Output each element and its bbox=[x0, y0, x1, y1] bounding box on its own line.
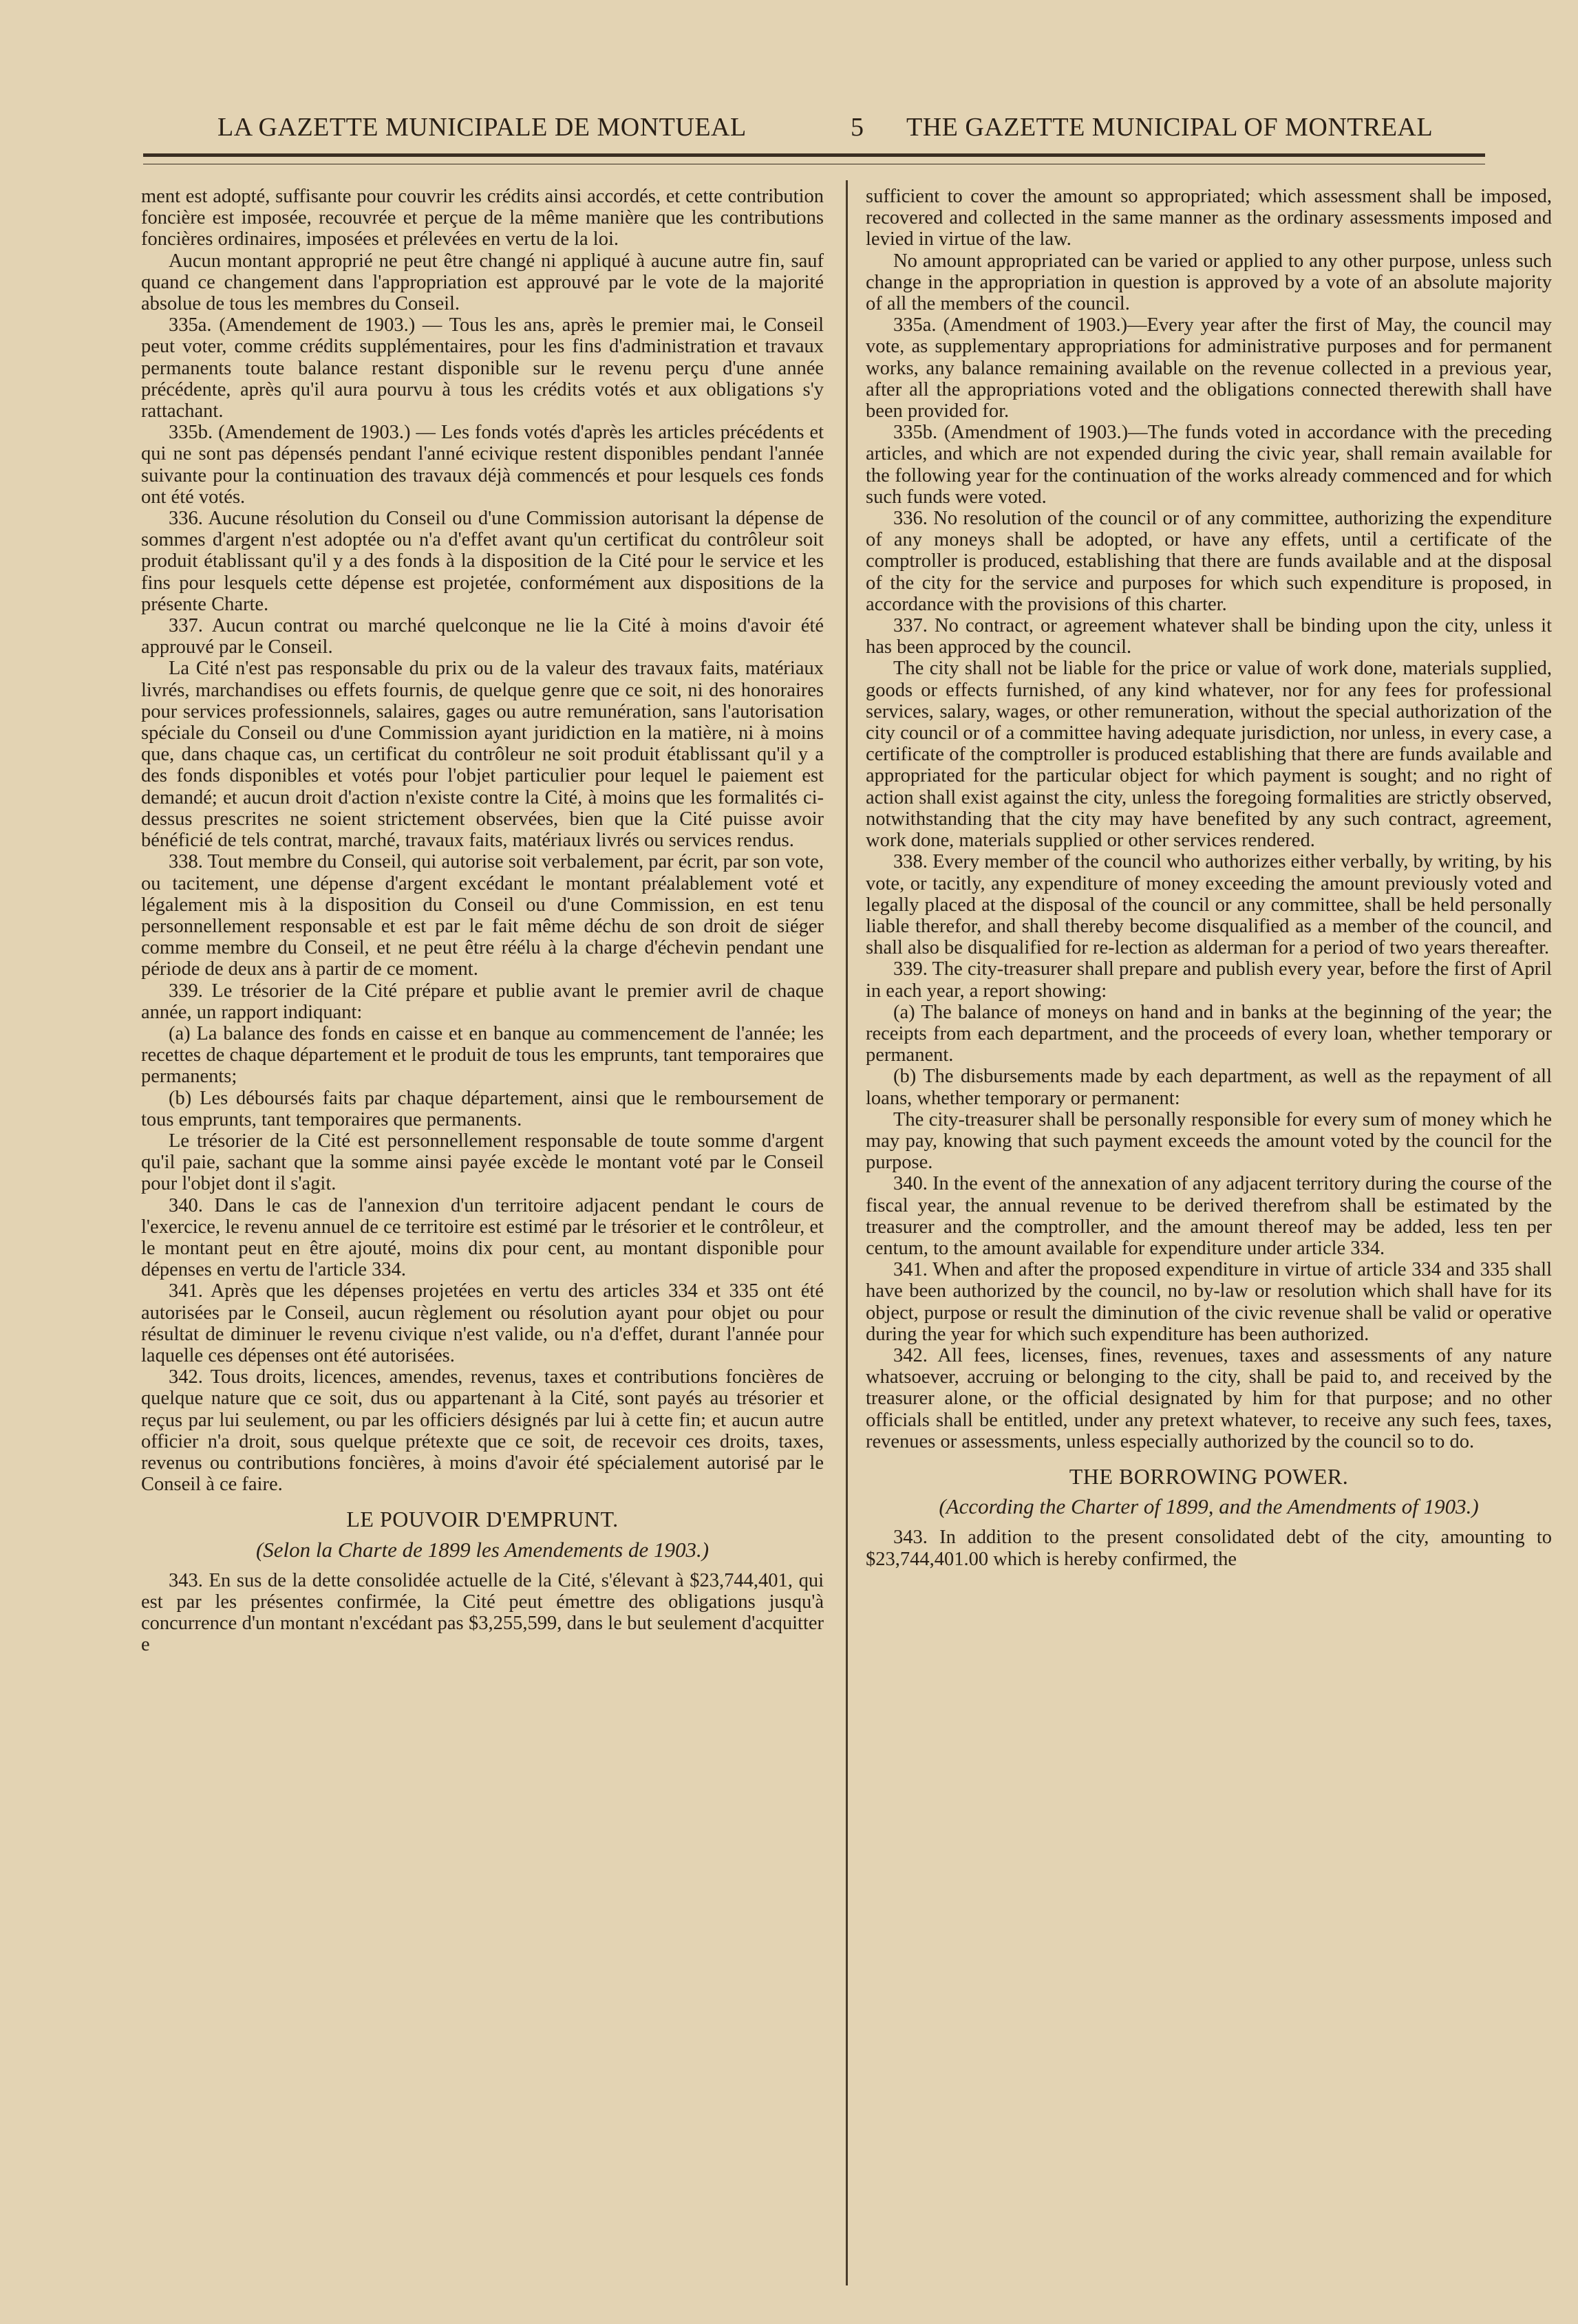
paragraph: 343. En sus de la dette consolidée actuelle de la Cité, s'élevant à $23,744,401, qui est par les présentes confirmée, la Cité peut émettre des obligations jusqu'à concurrence d'un montant n'excédant pas $3,255,599, dans le but seulement d'acquitter e bbox=[141, 1569, 824, 1656]
paragraph: 340. In the event of the annexation of any adjacent territory during the course of the fiscal year, the annual revenue to be derived therefrom shall be estimated by the treasurer and the comptroller, and the amount thereof may be added, less ten per centum, to the amount available for expenditure under article 334. bbox=[866, 1173, 1552, 1259]
paragraph: sufficient to cover the amount so appropriated; which assessment shall be imposed, recovered and collected in the same manner as the ordinary assessments imposed and levied in virtue of the law. bbox=[866, 186, 1552, 250]
header-rule-thick bbox=[143, 153, 1485, 157]
paragraph: No amount appropriated can be varied or applied to any other purpose, unless such change in the appropriation in question is approved by a vote of an absolute majority of all the members of the council. bbox=[866, 250, 1552, 315]
paragraph: 341. When and after the proposed expenditure in virtue of article 334 and 335 shall have been authorized by the council, no by-law or resolution which shall have for its object, purpose or result the diminution of the civic revenue shall be valid or operative during the year for which such expenditure has been authorized. bbox=[866, 1259, 1552, 1345]
paragraph: 343. In addition to the present consolidated debt of the city, amounting to $23,744,401.00 which is hereby confirmed, the bbox=[866, 1527, 1552, 1570]
paragraph: 335a. (Amendment of 1903.)—Every year after the first of May, the council may vote, as supplementary appropriations for administrative purposes and for permanent works, any balance remaining available on the revenue collected in a previous year, after all the appropriations voted and the obligations connected therewith shall have been provided for. bbox=[866, 314, 1552, 422]
paragraph: Aucun montant approprié ne peut être changé ni appliqué à aucune autre fin, sauf quand ce changement dans l'appropriation est approuvé par le vote de la majorité absolue de tous les membres du Conseil. bbox=[141, 250, 824, 315]
paragraph: (b) Les déboursés faits par chaque département, ainsi que le remboursement de tous emprunts, tant temporaires que permanents. bbox=[141, 1087, 824, 1130]
column-divider bbox=[846, 180, 848, 2285]
paragraph: 336. Aucune résolution du Conseil ou d'une Commission autorisant la dépense de sommes d'argent n'est adoptée ou n'a d'effet avant qu'un certificat du contrôleur soit produit établissant qu'il y a des fonds à la disposition de la Cité pour le service et les fins pour lesquels cette dépense est projetée, conformément aux dispositions de la présente Charte. bbox=[141, 508, 824, 615]
paragraph: 339. The city-treasurer shall prepare and publish every year, before the first of April in each year, a report showing: bbox=[866, 958, 1552, 1002]
section-heading: THE BORROWING POWER. bbox=[1069, 1463, 1349, 1489]
paragraph: (b) The disbursements made by each department, as well as the repayment of all loans, whether temporary or permanent: bbox=[866, 1066, 1552, 1109]
paragraph: (a) La balance des fonds en caisse et en banque au commencement de l'année; les recettes de chaque département et le produit de tous les emprunts, tant temporaires que permanents; bbox=[141, 1022, 824, 1088]
french-column bbox=[141, 186, 824, 1656]
paragraph: ment est adopté, suffisante pour couvrir les crédits ainsi accordés, et cette contribution foncière est imposée, recouvrée et perçue de la même manière que les contributions foncières ordinaires, imposées et prélevées en vertu de la loi. bbox=[141, 186, 824, 250]
paragraph: 335a. (Amendement de 1903.) — Tous les ans, après le premier mai, le Conseil peut voter, comme crédits supplémentaires, pour les fins d'administration et travaux permanents toute balance restant disponible sur le revenu perçu d'une année précédente, après qu'il aura pourvu à tous les crédits votés et aux obligations s'y rattachant. bbox=[141, 314, 824, 422]
paragraph: 341. Après que les dépenses projetées en vertu des articles 334 et 335 ont été autorisées par le Conseil, aucun règlement ou résolution ayant pour objet ou pour résultat de diminuer le revenu civique n'est valide, ou n'a d'effet, durant l'année pour laquelle ces dépenses ont été autorisées. bbox=[141, 1280, 824, 1366]
paragraph: 335b. (Amendment of 1903.)—The funds voted in accordance with the preceding articles, and which are not expended during the civic year, shall remain available for the following year for the continuation of the works already commenced and for which such funds were voted. bbox=[866, 422, 1552, 508]
paragraph: 342. All fees, licenses, fines, revenues, taxes and assessments of any nature whatsoever, accruing or belonging to the city, shall be paid to, and received by the treasurer alone, or the official designated by him for that purpose; and no other officials shall be entitled, under any pretext whatever, to receive any such fees, taxes, revenues or assessments, unless especially authorized by the council so to do. bbox=[866, 1344, 1552, 1452]
page-number: 5 bbox=[851, 113, 864, 142]
paragraph: 338. Tout membre du Conseil, qui autorise soit verbalement, par écrit, par son vote, ou tacitement, une dépense d'argent excédant le montant préalablement voté et légalement mis à la disposition du Conseil ou d'une Commission, en est tenu personnellement responsable et est par le fait même déchu de son droit de siéger comme membre du Conseil, et ne peut être réélu à la charge d'échevin pendant une période de deux ans à partir de ce moment. bbox=[141, 851, 824, 980]
paragraph: Le trésorier de la Cité est personnellement responsable de toute somme d'argent qu'il paie, sachant que la somme ainsi payée excède le montant voté par le Conseil pour l'objet dont il s'agit. bbox=[141, 1130, 824, 1195]
paragraph: 339. Le trésorier de la Cité prépare et publie avant le premier avril de chaque année, un rapport indiquant: bbox=[141, 980, 824, 1023]
paragraph: 338. Every member of the council who authorizes either verbally, by writing, by his vote, or tacitly, any expenditure of money exceeding the amount previously voted and legally placed at the disposal of the council or any committee, shall be held personally liable therefor, and shall thereby become disqualified as a member of the council, and shall also be disqualified for re-lection as alderman for a period of two years thereafter. bbox=[866, 851, 1552, 959]
paragraph: 335b. (Amendement de 1903.) — Les fonds votés d'après les articles précédents et qui ne sont pas dépensés pendant l'anné ecivique restent disponibles pendant l'année suivante pour la continuation des travaux déjà commencés et pour lesquels ces fonds ont été votés. bbox=[141, 422, 824, 508]
paragraph: 337. Aucun contrat ou marché quelconque ne lie la Cité à moins d'avoir été approuvé par le Conseil. bbox=[141, 615, 824, 658]
section-subheading: (Selon la Charte de 1899 les Amendements de 1903.) bbox=[255, 1537, 710, 1562]
page-header bbox=[138, 107, 1486, 155]
paragraph: The city shall not be liable for the price or value of work done, materials supplied, goods or effects furnished, of any kind whatever, nor for any fees for professional services, salary, wages, or other remuneration, without the special authorization of the city council or of a committee having adequate jurisdiction, nor unless, in every case, a certificate of the comptroller is produced establishing that there are funds available and appropriated for the particular object for which payment is sought; and no right of action shall exist against the city, unless the foregoing formalities are strictly observed, notwithstanding that the city may have benefited by any such contract, agreement, work done, materials supplied or other services rendered. bbox=[866, 658, 1552, 852]
header-french-title: LA GAZETTE MUNICIPALE DE MONTUEAL bbox=[217, 113, 747, 142]
paragraph: (a) The balance of moneys on hand and in banks at the beginning of the year; the receipts from each department, and the proceeds of every loan, whether temporary or permanent. bbox=[866, 1001, 1552, 1066]
paragraph: 340. Dans le cas de l'annexion d'un territoire adjacent pendant le cours de l'exercice, le revenu annuel de ce territoire est estimé par le trésorier et le contrôleur, et le montant peut en être ajouté, moins dix pour cent, au montant disponible pour dépenses en vertu de l'article 334. bbox=[141, 1194, 824, 1281]
section-subheading: (According the Charter of 1899, and the Amendments of 1903.) bbox=[939, 1494, 1479, 1519]
paragraph: 336. No resolution of the council or of any committee, authorizing the expenditure of any moneys shall be adopted, or have any effets, until a certificate of the comptroller is produced, establishing that there are funds available and at the disposal of the city for the service and purposes for which such expenditure is proposed, in accordance with the provisions of this charter. bbox=[866, 508, 1552, 615]
section-heading: LE POUVOIR D'EMPRUNT. bbox=[346, 1507, 619, 1532]
paragraph: La Cité n'est pas responsable du prix ou de la valeur des travaux faits, matériaux livrés, marchandises ou effets fournis, de quelque genre que ce soit, ni des honoraires pour services professionnels, salaires, gages ou autre remunération, sans l'autorisation spéciale du Conseil ou d'une Commission ayant juridiction en la matière, ni à moins que, dans chaque cas, un certificat du contrôleur ne soit produit établissant qu'il y a des fonds disponibles et votés pour l'objet particulier pour lequel le paiement est demandé; et aucun droit d'action n'existe contre la Cité, à moins que les formalités ci-dessus prescrites ne soient strictement observées, bien que la Cité puisse avoir bénéficié de tels contrat, marché, travaux faits, matériaux livrés ou services rendus. bbox=[141, 658, 824, 852]
paragraph: The city-treasurer shall be personally responsible for every sum of money which he may pay, knowing that such payment exceeds the amount voted by the council for the purpose. bbox=[866, 1108, 1552, 1174]
paragraph: 342. Tous droits, licences, amendes, revenus, taxes et contributions foncières de quelque nature que ce soit, dus ou appartenant à la Cité, sont payés au trésorier et reçus par lui seulement, ou par les officiers désignés par lui à cette fin; et aucun autre officier n'a droit, sous quelque prétexte que ce soit, de recevoir ces droits, taxes, revenus ou contributions foncières, à moins d'avoir été spécialement autorisé par le Conseil à ce faire. bbox=[141, 1366, 824, 1496]
english-column bbox=[866, 186, 1552, 1570]
paragraph: 337. No contract, or agreement whatever shall be binding upon the city, unless it has been approced by the council. bbox=[866, 615, 1552, 658]
header-english-title: THE GAZETTE MUNICIPAL OF MONTREAL bbox=[906, 113, 1433, 142]
